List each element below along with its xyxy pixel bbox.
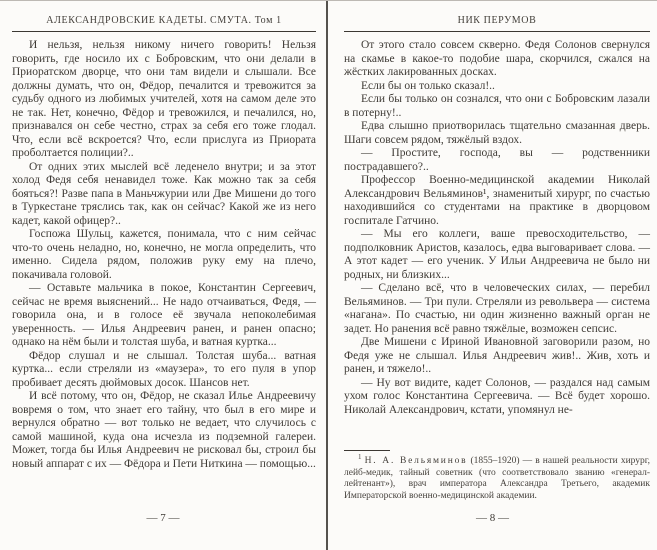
paragraph: И нельзя, нельзя никому ничего говорить! Нельзя говорить, где носило их с Бобровским, что они делали в Приоратском дворце, что они там видели и слышали. Все должны думать, что он, Фёдор, печалится и тревожится за судьбу одного из любимых учителей, хотя на самом деле это не так. Нет, конечно, Фёдор и тревожился, и печалился, но, признавался он себе честно, страх за себя его тоже глодал. Что, если всё вскроется? Что, если прислуга из Приората проболтается полиции?.. (12, 39, 316, 159)
paragraph: — Сделано всё, что в человеческих силах, — перебил Вельяминов. — Три пули. Стреляли из револьвера — система «нагана». По счастью, ни один жизненно важный орган не задет. Но ранения всё равно тяжёлые, возможен сепсис. (344, 282, 650, 335)
paragraph: — Мы его коллеги, ваше превосходительство, — подполковник Аристов, казалось, едва выговаривает слова. — А этот кадет — его ученик. У Ильи Андреевича не было ни родных, ни близких... (344, 228, 650, 281)
paragraph: И всё потому, что он, Фёдор, не сказал Илье Андреевичу вовремя о том, что знает его тайну, что был в его мире и вернулся обратно — вот только не ведает, что случилось с самой машиной, куда она исчезла из подземной галереи. Может, тогда бы Илья Андреевич не рисковал бы, строил бы новый аппарат с их — Фёдора и Пети Ниткина — помощью... (12, 390, 316, 470)
footnote-person-name: Н. А. Вельяминов (364, 456, 468, 466)
left-page-number: — 7 — (146, 512, 180, 524)
left-running-header: АЛЕКСАНДРОВСКИЕ КАДЕТЫ. СМУТА. Том 1 (12, 1, 316, 32)
left-page-text (12, 39, 316, 471)
paragraph: Едва слышно приотворилась тщательно смазанная дверь. Шаги совсем рядом, тяжёлый вздох. (344, 120, 650, 146)
right-page-number: — 8 — (476, 512, 509, 524)
right-running-header: НИК ПЕРУМОВ (344, 1, 650, 32)
paragraph: Если бы только он сознался, что они с Бобровским лазали в потерну!.. (344, 93, 650, 119)
right-page[interactable] (328, 1, 657, 550)
footnote-body: (1855–1920) — в нашей реальности хирург, лейб-медик, тайный советник (что соответствовало званию «генерал-лейтенант»), врач императора Александра Третьего, академик Императорской военно-медицинской академии. (344, 456, 650, 501)
left-page[interactable] (0, 1, 328, 550)
paragraph: Профессор Военно-медицинской академии Николай Александрович Вельяминов¹, знаменитый хирург, по счастью находившийся со студентами на практике в дворцовом госпитале Гатчино. (344, 174, 650, 227)
footnote (344, 450, 650, 502)
paragraph: Госпожа Шульц, кажется, понимала, что с ним сейчас что-то очень неладно, но, конечно, не могла определить, что именно. Сидела рядом, положив руку ему на плечо, покачивала головой. (12, 228, 316, 281)
footnote-marker: 1 (358, 452, 362, 461)
paragraph: Фёдор слушал и не слышал. Толстая шуба... ватная куртка... если стреляли из «маузера», то его пуля в упор пробивает десять дюймовых досок. Шансов нет. (12, 349, 316, 389)
paragraph: Две Мишени с Ириной Ивановной заговорили разом, но Федя уже не слышал. Илья Андреевич жив!.. Жив, хоть и ранен, и тяжело!.. (344, 336, 650, 375)
paragraph: — Оставьте мальчика в покое, Константин Сергеевич, сейчас не время выяснений... Не надо отчаиваться, Федя, — говорила она, и в голосе её звучала непоколебимая уверенность. — Илья Андреевич ранен, и ранен опасно; однако на нём были и толстая шуба, и ватная куртка... (12, 282, 316, 348)
paragraph: Если бы он только сказал!.. (361, 79, 495, 92)
paragraph: — Простите, господа, вы — родственники пострадавшего?.. (344, 147, 650, 173)
paragraph: От этого стало совсем скверно. Федя Солонов свернулся на скамье в какое-то подобие шара, скорчился, сжался на жёстких лакированных досках. (344, 39, 650, 78)
footnote-separator (344, 450, 390, 451)
paragraph: От одних этих мыслей всё леденело внутри; и за этот холод Федя себя ненавидел тоже. Как можно так за себя бояться?! Разве папа в Маньчжурии или Две Мишени до того в Туркестане тряслись так, как он сейчас? Какой же из него кадет, какой офицер?.. (12, 160, 316, 227)
footnote-text (344, 452, 650, 502)
right-page-text (344, 39, 650, 417)
paragraph: — Ну вот видите, кадет Солонов, — раздался над самым ухом голос Константина Сергеевича. — Всё будет хорошо. Николай Александрович, кстати, упомянул не- (344, 376, 650, 416)
